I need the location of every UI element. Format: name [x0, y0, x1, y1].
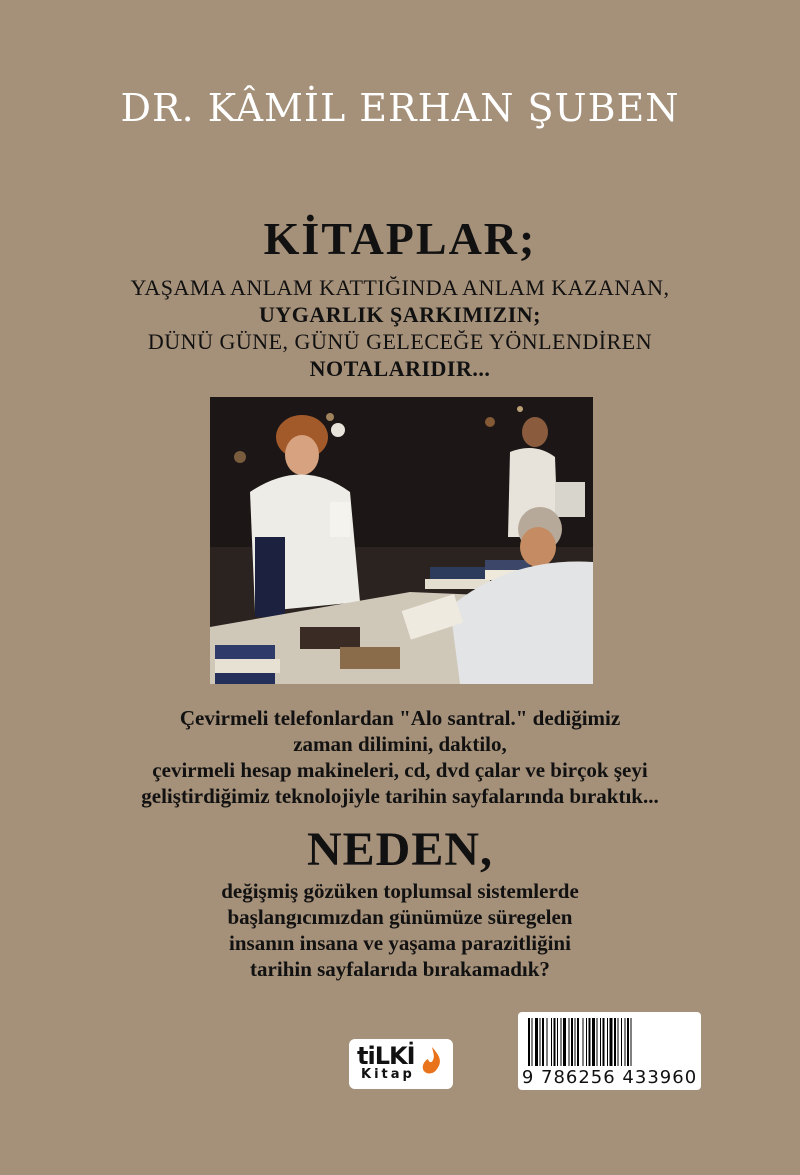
paragraph-1-line-4: geliştirdiğimiz teknolojiyle tarihin sayfalarında bıraktık... — [141, 784, 659, 808]
publisher-logo — [349, 1039, 453, 1089]
tagline-line-1: YAŞAMA ANLAM KATTIĞINDA ANLAM KAZANAN, — [130, 275, 670, 300]
paragraph-1-line-1: Çevirmeli telefonlardan "Alo santral." dediğimiz — [179, 706, 621, 730]
tagline-line-2: UYGARLIK ŞARKIMIZIN; — [259, 302, 541, 327]
paragraph-1-line-2: zaman dilimini, daktilo, — [293, 732, 507, 756]
tagline — [0, 274, 800, 382]
paragraph-2-line-3: insanın insana ve yaşama parazitliğini — [229, 931, 571, 955]
isbn-barcode — [518, 1012, 701, 1090]
author-name: DR. KÂMİL ERHAN ŞUBEN — [120, 86, 680, 130]
paragraph-2-line-1: değişmiş gözüken toplumsal sistemlerde — [221, 879, 579, 903]
tagline-line-4: NOTALARIDIR... — [309, 356, 491, 381]
publisher-logo-main: tiLKİ — [357, 1042, 415, 1070]
paragraph-2-line-2: başlangıcımızdan günümüze süregelen — [227, 905, 573, 929]
tagline-line-3: DÜNÜ GÜNE, GÜNÜ GELECEĞE YÖNLENDİREN — [147, 329, 653, 354]
main-heading: KİTAPLAR; — [263, 213, 537, 264]
paragraph-1-line-3: çevirmeli hesap makineleri, cd, dvd çalar ve birçok şeyi — [152, 758, 648, 782]
paragraph-2 — [0, 878, 800, 982]
fox-icon — [421, 1047, 443, 1077]
paragraph-2-line-4: tarihin sayfalarıda bırakamadık? — [250, 957, 550, 981]
second-heading: NEDEN, — [306, 823, 494, 876]
publisher-logo-sub: Kitap — [361, 1067, 415, 1082]
author-photo — [210, 397, 593, 684]
isbn-number: 9 786256 433960 — [521, 1067, 698, 1088]
paragraph-1 — [0, 705, 800, 809]
barcode-bars — [526, 1018, 693, 1068]
